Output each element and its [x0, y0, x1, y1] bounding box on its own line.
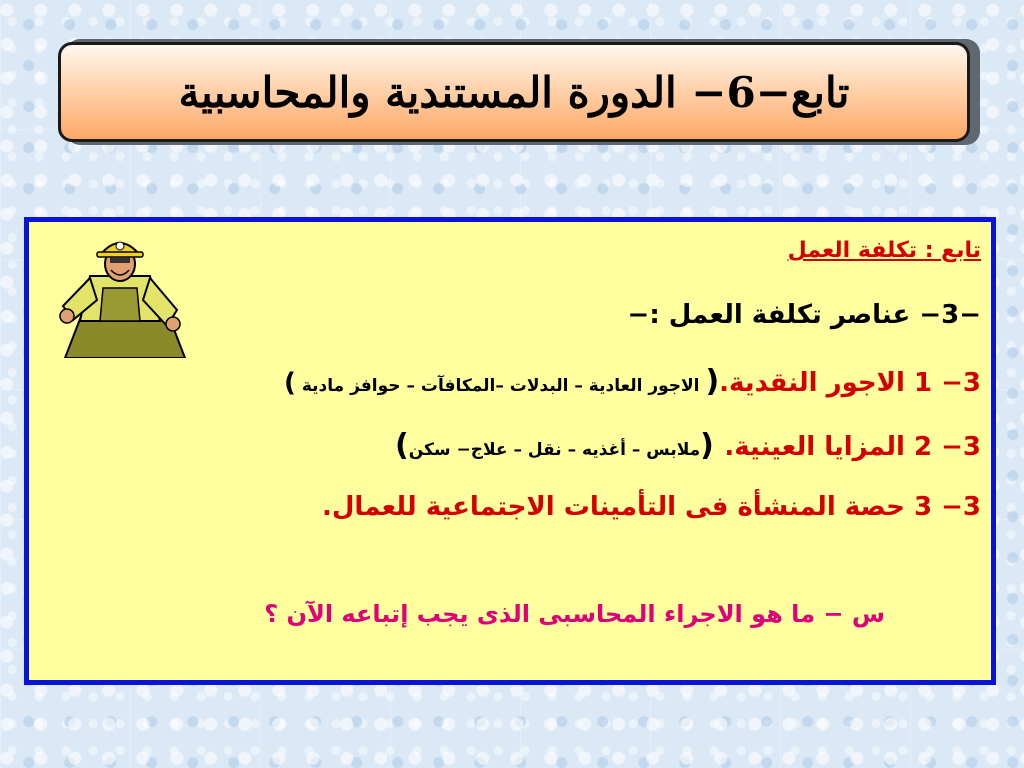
close-paren: ) — [394, 428, 409, 463]
item-detail: ملابس – أغذيه – نقل – علاج− سكن — [408, 440, 701, 460]
list-item — [322, 492, 981, 522]
content-panel — [24, 217, 996, 685]
open-paren: ( — [705, 364, 720, 399]
item-label: 3− 3 حصة المنشأة فى التأمينات الاجتماعية للعمال. — [322, 492, 981, 522]
item-label: 3− 2 المزايا العينية. — [724, 432, 981, 462]
title-banner — [58, 42, 970, 142]
list-item — [284, 364, 981, 399]
question: س − ما هو الاجراء المحاسبى الذى يجب إتباعه الآن ؟ — [264, 600, 885, 628]
item-label: 3− 1 الاجور النقدية. — [719, 368, 981, 398]
worker-clipart-icon — [45, 236, 195, 358]
close-paren: ) — [284, 368, 296, 398]
section-heading: −3− عناصر تكلفة العمل :− — [627, 300, 981, 330]
subtitle: تابع : تكلفة العمل — [787, 238, 981, 263]
list-item — [395, 428, 981, 463]
item-detail: الاجور العادية – البدلات –المكافآت – حوافز مادية — [295, 376, 706, 396]
slide-title: تابع−6− الدورة المستندية والمحاسبية — [178, 67, 850, 117]
open-paren: ( — [700, 428, 725, 463]
